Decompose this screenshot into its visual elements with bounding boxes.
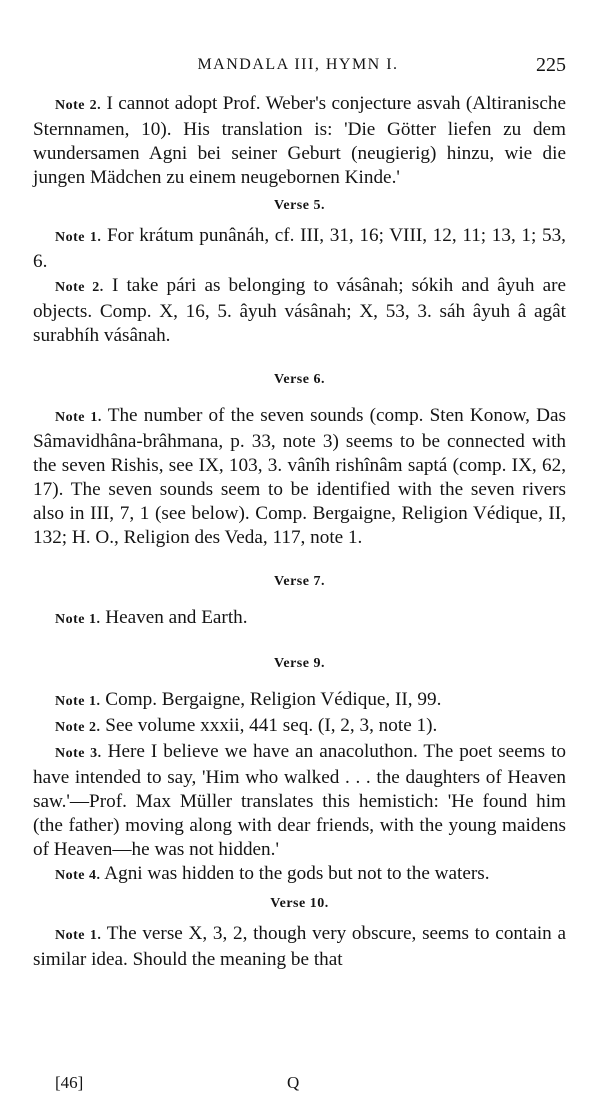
note-text: Agni was hidden to the gods but not to the waters. (104, 863, 490, 884)
verse-heading: Verse 6. (274, 372, 325, 387)
note-label: Note 2. (55, 280, 104, 295)
page-header (30, 50, 566, 80)
note-label: Note 1. (55, 928, 102, 943)
note-paragraph (33, 224, 566, 274)
note-text: The verse X, 3, 2, though very obscure, seems to contain a similar idea. Should the meaning be that (33, 923, 566, 970)
notes-body (33, 92, 566, 972)
note-paragraph (33, 606, 566, 632)
note-label: Note 1. (55, 612, 101, 627)
note-text: Here I believe we have an anacoluthon. The poet seems to have intended to say, 'Him who walked . . . the daughters of Heaven saw.'—Prof. Max Müller translates this hemistich: 'He found him (the father) moving along with dear friends, with the young maidens of Heaven—he was not hidden.' (33, 741, 566, 860)
note-text: For krátum punânáh, cf. III, 31, 16; VIII, 12, 11; 13, 1; 53, 6. (33, 225, 566, 272)
note-text: Heaven and Earth. (105, 607, 248, 628)
note-text: I cannot adopt Prof. Weber's conjecture asvah (Altiranische Sternnamen, 10). His translation is: 'Die Götter liefen zu dem wundersamen Agni bei seiner Geburt (neugierig) hinzu, wie die jungen Mädchen zu einem neugebornen Kinde.' (33, 93, 566, 188)
verse-heading: Verse 5. (274, 198, 325, 213)
note-text: I take pári as belonging to vásânah; sókih and âyuh are objects. Comp. X, 16, 5. âyuh vásânah; X, 53, 3. sáh âyuh â agât surabhíh vásânah. (33, 275, 567, 346)
note-paragraph (33, 404, 566, 550)
note-text: See volume xxxii, 441 seq. (I, 2, 3, note 1). (105, 715, 438, 736)
note-label: Note 3. (55, 746, 102, 761)
note-paragraph (33, 688, 566, 714)
note-label: Note 2. (55, 98, 102, 113)
signature-mark: [46] (55, 1073, 84, 1092)
note-paragraph (33, 92, 566, 190)
note-text: The number of the seven sounds (comp. Sten Konow, Das Sâmavidhâna-brâhmana, p. 33, note 3) seems to be connected with the seven Rishis, see IX, 103, 3. vânîh rishînâm saptá (comp. IX, 62, 17). The seven sounds seem to be identified with the seven rivers also in III, 7, 1 (see below). Comp. Bergaigne, Religion Védique, II, 132; H. O., Religion des Veda, 117, note 1. (33, 405, 566, 548)
gathering-mark: Q (287, 1073, 300, 1092)
note-paragraph (33, 714, 566, 740)
note-label: Note 1. (55, 410, 102, 425)
running-title: MANDALA III, HYMN I. (197, 56, 399, 73)
note-text: Comp. Bergaigne, Religion Védique, II, 99. (105, 689, 442, 710)
note-paragraph (33, 862, 566, 888)
note-paragraph (33, 274, 566, 348)
note-paragraph (33, 922, 566, 972)
note-paragraph (33, 740, 566, 862)
verse-heading: Verse 10. (270, 896, 329, 911)
note-label: Note 4. (55, 868, 101, 883)
note-label: Note 2. (55, 720, 101, 735)
note-label: Note 1. (55, 230, 102, 245)
note-label: Note 1. (55, 694, 101, 709)
page-number: 225 (536, 54, 566, 76)
verse-heading: Verse 9. (274, 656, 325, 671)
verse-heading: Verse 7. (274, 574, 325, 589)
